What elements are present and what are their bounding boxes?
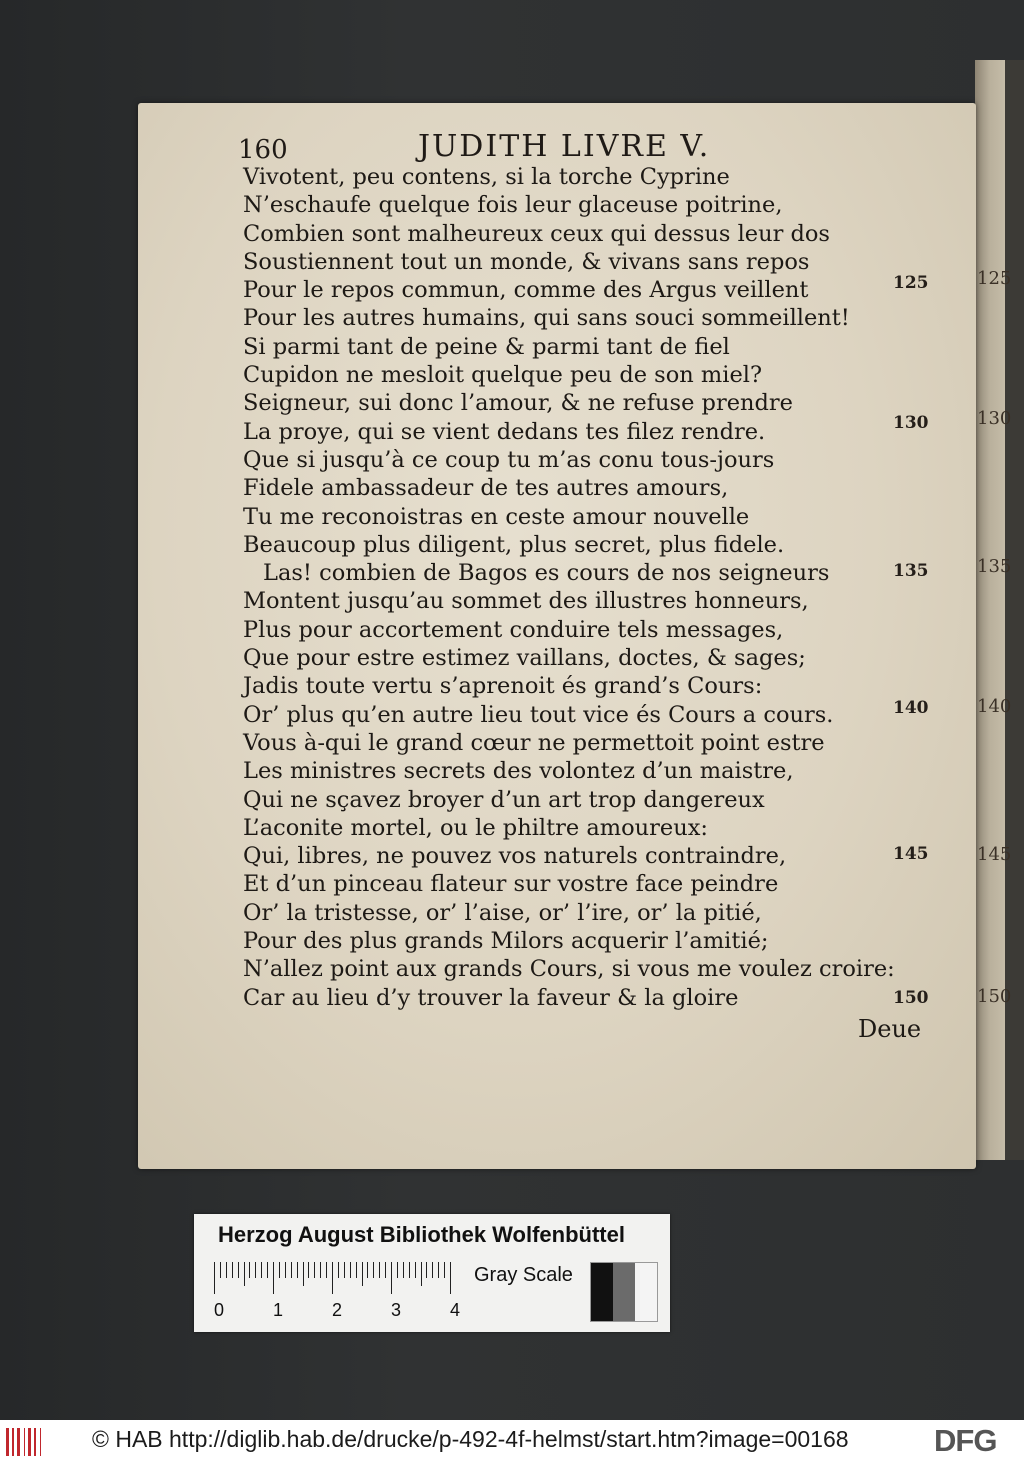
line-number: 130: [893, 413, 929, 433]
barcode-stripe: [17, 1428, 20, 1456]
ruler-tick: [356, 1262, 357, 1278]
ruler-number: 4: [450, 1300, 461, 1320]
verse-line: Jadis toute vertu s’aprenoit és grand’s Cours:: [243, 673, 763, 700]
barcode-stripe: [40, 1428, 41, 1456]
ruler-tick: [320, 1262, 321, 1278]
verse-line: Combien sont malheureux ceux qui dessus leur dos: [243, 220, 830, 247]
ruler-number: 0: [214, 1300, 225, 1320]
ruler-tick: [326, 1262, 327, 1278]
ruler-tick: [291, 1262, 292, 1278]
verse-line: Fidele ambassadeur de tes autres amours,: [243, 475, 729, 502]
ruler-tick: [438, 1262, 439, 1278]
ruler-tick: [350, 1262, 351, 1278]
verse-line: Montent jusqu’au sommet des illustres honneurs,: [243, 588, 809, 615]
verse-line: Vous à-qui le grand cœur ne permettoit point estre: [243, 729, 825, 756]
ruler-tick: [244, 1262, 245, 1286]
library-name: Herzog August Bibliothek Wolfenbüttel: [218, 1222, 625, 1247]
line-number: 135: [893, 561, 929, 581]
ruler-tick: [391, 1262, 392, 1294]
verse-line: Soustiennent tout un monde, & vivans sans repos: [243, 248, 810, 275]
verse-line: Las! combien de Bagos es cours de nos seigneurs: [263, 560, 830, 587]
swatch-black: [591, 1263, 613, 1321]
facing-line-number: 140: [977, 696, 1012, 717]
ruler-tick: [285, 1262, 286, 1278]
verse-line: La proye, qui se vient dedans tes filez rendre.: [243, 418, 766, 445]
ruler-tick: [367, 1262, 368, 1278]
line-number: 145: [893, 844, 929, 864]
verse-line: Pour le repos commun, comme des Argus veillent: [243, 277, 809, 304]
barcode-stripe: [24, 1428, 25, 1456]
ruler-tick: [279, 1262, 280, 1278]
ruler-tick: [308, 1262, 309, 1278]
ruler-tick: [214, 1262, 215, 1294]
gray-scale-swatches: [590, 1262, 658, 1322]
verse-text: [243, 163, 943, 1012]
ruler-tick: [226, 1262, 227, 1278]
ruler-tick: [362, 1262, 363, 1286]
ruler-number: 1: [273, 1300, 284, 1320]
barcode-stripe: [12, 1428, 14, 1456]
ruler-tick: [314, 1262, 315, 1278]
swatch-gray: [613, 1263, 635, 1321]
verse-line: N’eschaufe quelque fois leur glaceuse poitrine,: [243, 192, 783, 219]
verse-line: Les ministres secrets des volontez d’un maistre,: [243, 758, 794, 785]
page-number: 160: [238, 135, 288, 165]
ruler-tick: [373, 1262, 374, 1278]
verse-line: Plus pour accortement conduire tels messages,: [243, 616, 784, 643]
ruler-tick: [338, 1262, 339, 1278]
verse-line: Pour les autres humains, qui sans souci sommeillent!: [243, 305, 850, 332]
ruler-tick: [403, 1262, 404, 1278]
ruler-tick: [267, 1262, 268, 1278]
barcode-icon: [6, 1428, 50, 1456]
verse-line: Or’ plus qu’en autre lieu tout vice és Cours a cours.: [243, 701, 834, 728]
line-number: 150: [893, 988, 929, 1008]
verse-line: N’allez point aux grands Cours, si vous me voulez croire:: [243, 956, 895, 983]
ruler-tick: [379, 1262, 380, 1278]
ruler-tick: [397, 1262, 398, 1278]
swatch-white: [635, 1263, 657, 1321]
verse-line: Que si jusqu’à ce coup tu m’as conu tous-jours: [243, 446, 775, 473]
ruler-tick: [255, 1262, 256, 1278]
verse-line: Que pour estre estimez vaillans, doctes, & sages;: [243, 645, 806, 672]
ruler-tick: [385, 1262, 386, 1278]
barcode-stripe: [6, 1428, 9, 1456]
barcode-stripe: [34, 1428, 36, 1456]
ruler-tick: [332, 1262, 333, 1294]
verse-line: Qui, libres, ne pouvez vos naturels contraindre,: [243, 843, 787, 870]
ruler-tick: [426, 1262, 427, 1278]
footer-bar: [0, 1420, 1024, 1462]
verse-line: Tu me reconoistras en ceste amour nouvelle: [243, 503, 750, 530]
verse-line: Et d’un pinceau flateur sur vostre face peindre: [243, 871, 779, 898]
ruler-tick: [409, 1262, 410, 1278]
verse-line: Vivotent, peu contens, si la torche Cyprine: [243, 164, 730, 190]
ruler-tick: [273, 1262, 274, 1294]
facing-line-number: 130: [977, 408, 1012, 429]
verse-line: Si parmi tant de peine & parmi tant de fiel: [243, 333, 730, 360]
ruler-tick: [249, 1262, 250, 1278]
facing-page-edge: [975, 60, 1024, 1160]
verse-line: Beaucoup plus diligent, plus secret, plus fidele.: [243, 531, 785, 558]
facing-line-number: 150: [977, 986, 1012, 1007]
facing-line-number: 145: [977, 844, 1012, 865]
ruler-tick: [450, 1262, 451, 1294]
ruler-tick: [297, 1262, 298, 1278]
running-title: JUDITH LIVRE V.: [418, 129, 711, 164]
book-page: [138, 103, 976, 1169]
ruler-tick: [261, 1262, 262, 1278]
verse-line: Pour des plus grands Milors acquerir l’amitié;: [243, 928, 769, 955]
ruler-tick: [432, 1262, 433, 1278]
ruler-numbers: [214, 1300, 474, 1324]
ruler-tick: [444, 1262, 445, 1278]
facing-line-number: 125: [977, 268, 1012, 289]
line-number: 125: [893, 273, 929, 293]
ruler-tick: [415, 1262, 416, 1278]
ruler-number: 3: [391, 1300, 402, 1320]
verse-line: Seigneur, sui donc l’amour, & ne refuse prendre: [243, 390, 793, 417]
verse-line: Car au lieu d’y trouver la faveur & la gloire: [243, 984, 739, 1011]
line-number: 140: [893, 698, 929, 718]
ruler-tick: [232, 1262, 233, 1278]
catchword: Deue: [858, 1015, 922, 1043]
gray-scale-label: Gray Scale: [474, 1264, 573, 1286]
scale-card: [194, 1214, 670, 1332]
ruler-number: 2: [332, 1300, 343, 1320]
dfg-logo: DFG: [934, 1423, 997, 1458]
ruler-tick: [344, 1262, 345, 1278]
verse-line: Qui ne sçavez broyer d’un art trop dangereux: [243, 786, 765, 813]
verse-line: Or’ la tristesse, or’ l’aise, or’ l’ire, or’ la pitié,: [243, 899, 762, 926]
ruler-tick: [421, 1262, 422, 1286]
barcode-stripe: [28, 1428, 31, 1456]
ruler-tick: [303, 1262, 304, 1286]
ruler-scale: [214, 1262, 462, 1296]
ruler-tick: [220, 1262, 221, 1278]
verse-line: L’aconite mortel, ou le philtre amoureux:: [243, 814, 708, 841]
verse-line: Cupidon ne mesloit quelque peu de son miel?: [243, 362, 763, 389]
copyright-url: © HAB http://diglib.hab.de/drucke/p-492-4f-helmst/start.htm?image=00168: [92, 1426, 849, 1452]
ruler-tick: [238, 1262, 239, 1278]
facing-line-number: 135: [977, 556, 1012, 577]
